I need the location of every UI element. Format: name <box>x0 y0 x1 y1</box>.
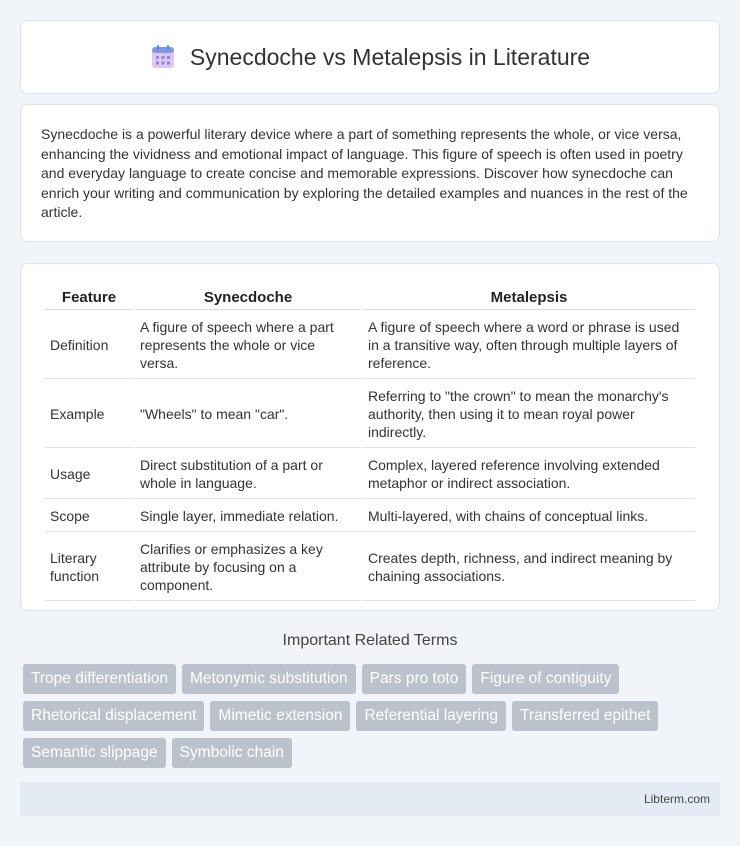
related-term-tag[interactable]: Referential layering <box>356 701 506 731</box>
intro-text: Synecdoche is a powerful literary device where a part of something represents the whole, or vice versa, enhancing the vividness and emotional impact of language. This figure of speech is often used in poetry and everyday language to create concise and memorable expressions. Discover how synecdoche can enrich your writing and communication by exploring the detailed examples and nuances in the rest of the article. <box>41 126 688 220</box>
related-term-tag[interactable]: Symbolic chain <box>172 738 292 768</box>
table-cell: Single layer, immediate relation. <box>135 501 361 532</box>
comparison-table-card <box>20 263 720 611</box>
related-terms-list <box>23 664 723 768</box>
table-header-row <box>45 284 695 310</box>
table-cell: Creates depth, richness, and indirect meaning by chaining associations. <box>363 534 695 601</box>
page-footer <box>20 782 720 816</box>
comparison-table <box>43 282 697 603</box>
column-header: Metalepsis <box>363 284 695 310</box>
table-cell: A figure of speech where a part represents the whole or vice versa. <box>135 312 361 379</box>
table-row <box>45 501 695 532</box>
intro-section <box>20 104 720 242</box>
page-header <box>20 20 720 94</box>
table-cell: A figure of speech where a word or phrase is used in a transitive way, often through multiple layers of reference. <box>363 312 695 379</box>
table-cell: Usage <box>45 450 133 499</box>
related-term-tag[interactable]: Metonymic substitution <box>182 664 356 694</box>
table-cell: "Wheels" to mean "car". <box>135 381 361 448</box>
calendar-icon <box>150 44 176 70</box>
footer-site-link[interactable]: Libterm.com <box>643 792 710 806</box>
column-header: Feature <box>45 284 133 310</box>
table-cell: Scope <box>45 501 133 532</box>
related-term-tag[interactable]: Pars pro toto <box>362 664 467 694</box>
table-cell: Definition <box>45 312 133 379</box>
table-row <box>45 534 695 601</box>
table-cell: Example <box>45 381 133 448</box>
related-term-tag[interactable]: Trope differentiation <box>23 664 176 694</box>
column-header: Synecdoche <box>135 284 361 310</box>
table-cell: Direct substitution of a part or whole in language. <box>135 450 361 499</box>
related-term-tag[interactable]: Rhetorical displacement <box>23 701 204 731</box>
related-term-tag[interactable]: Mimetic extension <box>210 701 350 731</box>
page-title: Synecdoche vs Metalepsis in Literature <box>189 43 591 70</box>
table-cell: Referring to "the crown" to mean the monarchy's authority, then using it to mean royal power indirectly. <box>363 381 695 448</box>
related-term-tag[interactable]: Semantic slippage <box>23 738 166 768</box>
table-cell: Clarifies or emphasizes a key attribute by focusing on a component. <box>135 534 361 601</box>
table-row <box>45 450 695 499</box>
related-terms-title: Important Related Terms <box>282 632 458 649</box>
table-cell: Literary function <box>45 534 133 601</box>
table-cell: Complex, layered reference involving extended metaphor or indirect association. <box>363 450 695 499</box>
table-cell: Multi-layered, with chains of conceptual links. <box>363 501 695 532</box>
table-row <box>45 312 695 379</box>
related-term-tag[interactable]: Figure of contiguity <box>472 664 619 694</box>
table-row <box>45 381 695 448</box>
related-term-tag[interactable]: Transferred epithet <box>512 701 658 731</box>
